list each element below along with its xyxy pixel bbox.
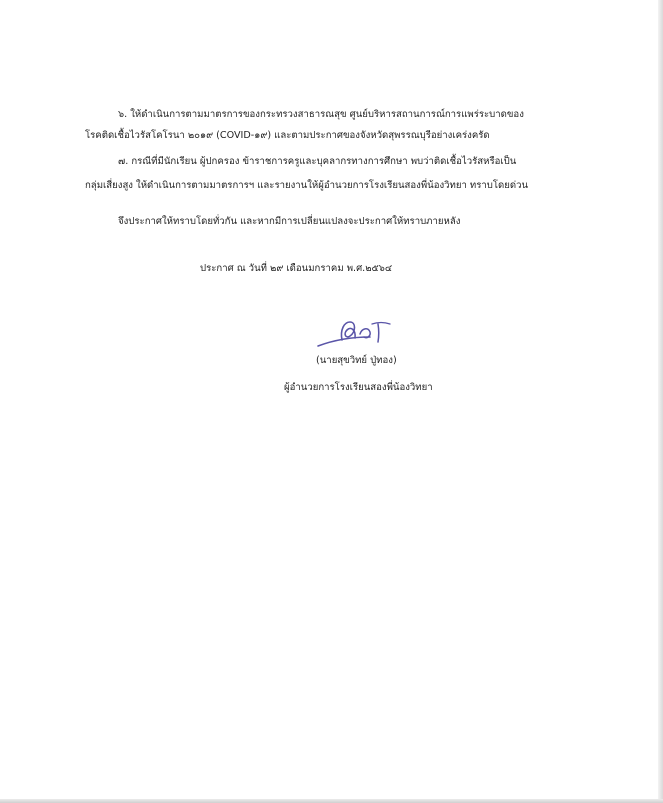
item-7-line-2: กลุ่มเสี่ยงสูง ให้ดำเนินการตามมาตรการฯ และรายงานให้ผู้อำนวยการโรงเรียนสองพี่น้องวิทยา ทราบโดยด่วน <box>85 180 529 191</box>
item-6-line-1: ๖. ให้ดำเนินการตามมาตรการของกระทรวงสาธารณสุข ศูนย์บริหารสถานการณ์การแพร่ระบาดของ <box>118 109 524 120</box>
item-6-line-2: โรคติดเชื้อไวรัสโคโรนา ๒๐๑๙ (COVID-๑๙) และตามประกาศของจังหวัดสุพรรณบุรีอย่างเคร่งครัด <box>85 130 490 141</box>
handwritten-signature <box>312 310 404 358</box>
signer-name: (นายสุขวิทย์ ปู่ทอง) <box>316 355 397 366</box>
signer-title: ผู้อำนวยการโรงเรียนสองพี่น้องวิทยา <box>284 382 433 393</box>
closing-paragraph: จึงประกาศให้ทราบโดยทั่วกัน และหากมีการเปลี่ยนแปลงจะประกาศให้ทราบภายหลัง <box>118 216 461 227</box>
item-7-line-1: ๗. กรณีที่มีนักเรียน ผู้ปกครอง ข้าราชการครูและบุคลากรทางการศึกษา พบว่าติดเชื้อไวรัสหรือเป็น <box>118 156 517 167</box>
announcement-date: ประกาศ ณ วันที่ ๒๙ เดือนมกราคม พ.ศ.๒๕๖๔ <box>200 263 393 274</box>
page-edge-shadow-right <box>658 0 663 803</box>
page-edge-shadow-bottom <box>0 799 663 803</box>
